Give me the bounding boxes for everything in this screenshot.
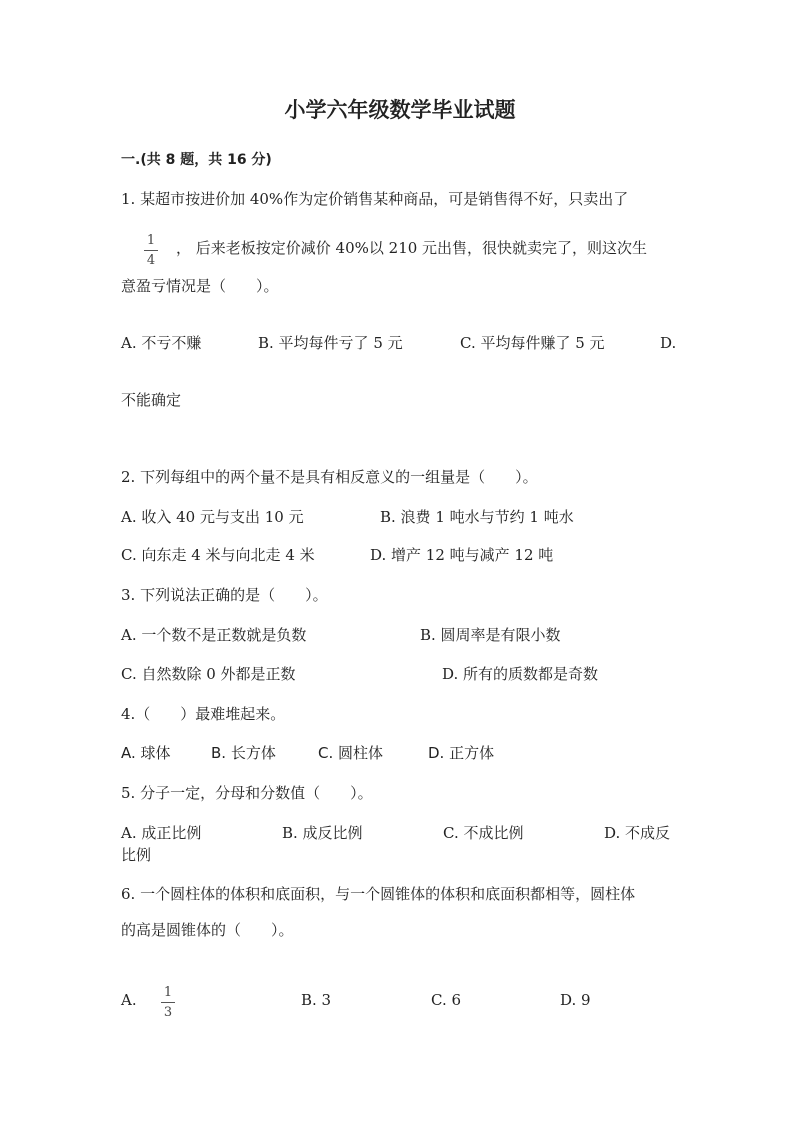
fraction-numerator: 1 (146, 233, 156, 248)
fraction-denominator: 3 (163, 1005, 173, 1020)
question-1-line-1: 1. 某超市按进价加 40%作为定价销售某种商品，可是销售得不好，只卖出了 (121, 190, 629, 208)
question-3-option-c: C. 自然数除 0 外都是正数 (121, 665, 296, 683)
question-5-text: 5. 分子一定，分母和分数值（ ）。 (121, 784, 373, 802)
fraction-numerator: 1 (163, 985, 173, 1000)
question-1-option-d: D. (660, 334, 677, 352)
fraction-bar (144, 250, 158, 251)
question-1-line-2: ， 后来老板按定价减价 40%以 210 元出售，很快就卖完了，则这次生 (176, 239, 648, 257)
question-6-option-b: B. 3 (301, 991, 332, 1009)
question-6-line-2: 的高是圆锥体的（ ）。 (121, 921, 294, 939)
question-6-option-a-fraction (159, 985, 177, 1020)
question-6-option-d: D. 9 (560, 991, 591, 1009)
question-5-option-c: C. 不成比例 (443, 824, 524, 842)
question-3-option-d: D. 所有的质数都是奇数 (442, 665, 599, 683)
question-2-option-c: C. 向东走 4 米与向北走 4 米 (121, 546, 315, 564)
fraction-denominator: 4 (146, 253, 156, 268)
question-6-line-1: 6. 一个圆柱体的体积和底面积，与一个圆锥体的体积和底面积都相等，圆柱体 (121, 885, 636, 903)
question-4-text: 4.（ ）最难堆起来。 (121, 705, 286, 723)
question-6-option-c: C. 6 (431, 991, 462, 1009)
question-2-option-d: D. 增产 12 吨与减产 12 吨 (370, 546, 554, 564)
question-1-option-a: A. 不亏不赚 (121, 334, 202, 352)
question-1-line-3: 意盈亏情况是（ ）。 (121, 277, 279, 295)
question-1-fraction (142, 233, 160, 268)
question-4-option-d: D. 正方体 (428, 744, 495, 762)
question-1-option-c: C. 平均每件赚了 5 元 (460, 334, 605, 352)
page-title: 小学六年级数学毕业试题 (284, 97, 516, 122)
question-4-option-c: C. 圆柱体 (318, 744, 384, 762)
question-2-option-b: B. 浪费 1 吨水与节约 1 吨水 (380, 508, 574, 526)
question-3-option-b: B. 圆周率是有限小数 (420, 626, 561, 644)
question-5-option-d-continued: 比例 (121, 846, 152, 864)
question-4-option-b: B. 长方体 (211, 744, 276, 762)
question-5-option-a: A. 成正比例 (121, 824, 202, 842)
question-2-option-a: A. 收入 40 元与支出 10 元 (121, 508, 304, 526)
question-3-option-a: A. 一个数不是正数就是负数 (121, 626, 307, 644)
question-4-option-a: A. 球体 (121, 744, 171, 762)
fraction-bar (161, 1002, 175, 1003)
question-5-option-d: D. 不成反 (604, 824, 671, 842)
question-6-option-a-label: A. (121, 991, 137, 1009)
question-3-text: 3. 下列说法正确的是（ ）。 (121, 586, 328, 604)
question-2-text: 2. 下列每组中的两个量不是具有相反意义的一组量是（ ）。 (121, 468, 538, 486)
question-1-option-d-continued: 不能确定 (121, 391, 182, 409)
question-5-option-b: B. 成反比例 (282, 824, 363, 842)
question-1-option-b: B. 平均每件亏了 5 元 (258, 334, 403, 352)
section-heading: 一.(共 8 题，共 16 分) (121, 152, 272, 168)
